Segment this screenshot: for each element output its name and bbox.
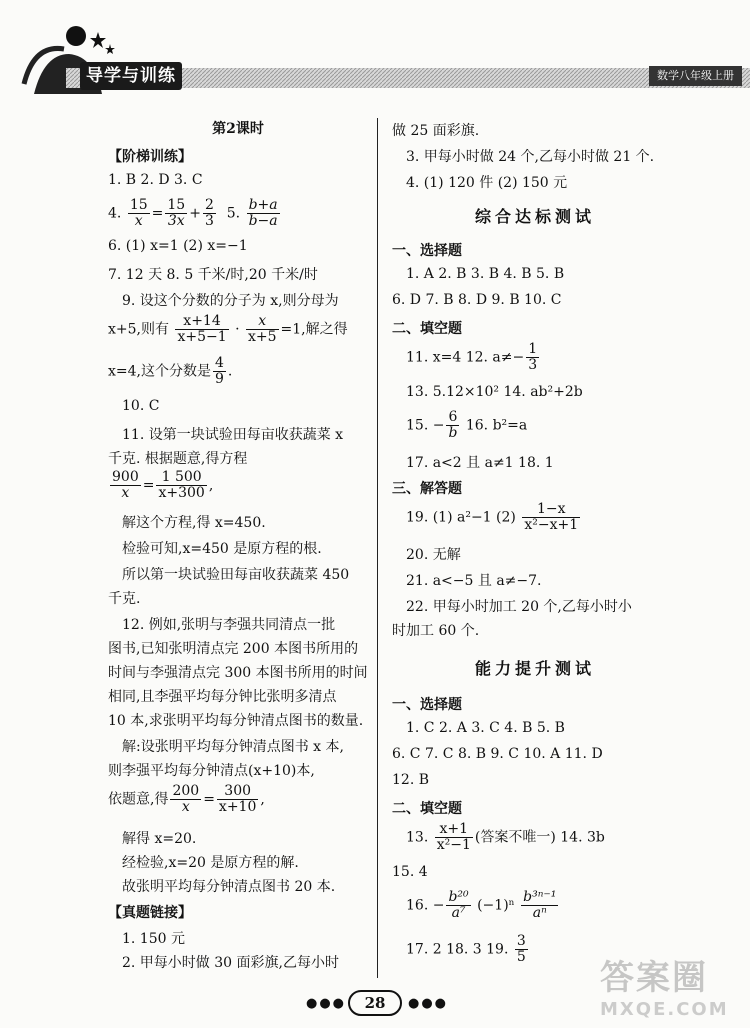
answer-line: 20. 无解	[406, 547, 461, 563]
answer-line: 2. 甲每小时做 30 面彩旗,乙每小时	[122, 955, 339, 971]
answer-line-11-equation: $\frac{900}{x}$ = $\frac{1 500}{x+300}$ ,	[112, 469, 214, 501]
answer-line-9-equation: x+5,则有 $\frac{x+14}{x+5-1}$ · $\frac{x}{x+5}$ =1,解之得	[108, 313, 348, 345]
column-divider	[377, 118, 378, 978]
watermark-logo: 答案圈 MXQE.COM	[600, 958, 729, 1020]
section-ladder-training: 【阶梯训练】	[108, 149, 192, 165]
subsection-fill-in: 二、填空题	[392, 321, 462, 337]
page-number: 28	[348, 990, 402, 1016]
section-title-ability-test: 能力提升测试	[474, 659, 595, 678]
answer-line: 千克. 根据题意,得方程	[108, 451, 248, 467]
answer-line: 7. 12 天 8. 5 千米/时,20 千米/时	[108, 267, 318, 283]
answer-line-11-12: 11. x=4 12. a≠− $\frac{1}{3}$	[406, 341, 538, 373]
answer-line: 12. 例如,张明与李强共同清点一批	[122, 617, 336, 633]
answer-line: 3. 甲每小时做 24 个,乙每小时做 21 个.	[406, 149, 655, 165]
answer-line-15-16: 15. − $\frac{6}{b}$ 16. b²=a	[406, 409, 528, 441]
answer-line: 13. 5.12×10² 14. ab²+2b	[406, 384, 583, 400]
answer-line: 21. a<−5 且 a≠−7.	[406, 573, 542, 589]
answer-line: 所以第一块试验田每亩收获蔬菜 450	[122, 567, 350, 583]
subsection-choice: 一、选择题	[392, 697, 462, 713]
answer-line: 做 25 面彩旗.	[392, 123, 480, 139]
answer-line: 1. B 2. D 3. C	[108, 172, 203, 188]
section-title-comprehensive-test: 综合达标测试	[474, 207, 595, 226]
answer-line: 17. a<2 且 a≠1 18. 1	[406, 455, 554, 471]
subsection-choice: 一、选择题	[392, 243, 462, 259]
answer-line: 22. 甲每小时加工 20 个,乙每小时小	[406, 599, 632, 615]
answer-line: 解得 x=20.	[122, 831, 197, 847]
answer-line-13-14: 13. $\frac{x+1}{\text{x²−1}}$ (答案不唯一) 14. 3b	[406, 821, 605, 853]
answer-line-12-equation: 依题意,得 $\frac{200}{x}$ = $\frac{300}{x+10}$ ,	[108, 783, 265, 815]
page-header	[0, 0, 750, 110]
answer-line: 解:设张明平均每分钟清点图书 x 本,	[122, 739, 344, 755]
answer-line: 相同,且李强平均每分钟比张明多清点	[108, 689, 337, 705]
answer-line: 则李强平均每分钟清点(x+10)本,	[108, 763, 315, 779]
answer-line: 图书,已知张明清点完 200 本图书所用的	[108, 641, 359, 657]
answer-line: 千克.	[108, 591, 141, 607]
answer-line: 解这个方程,得 x=450.	[122, 515, 266, 531]
subsection-fill-in: 二、填空题	[392, 801, 462, 817]
page-number-decoration-left: ●●●	[306, 996, 347, 1011]
answer-line: 12. B	[392, 772, 430, 788]
answer-line-4-5: 4. $\frac{15}{x}$ = $\frac{15}{3x}$ + $\frac{2}{3}$ 5. $\frac{b+a}{b-a}$	[108, 197, 278, 229]
answer-line: 故张明平均每分钟清点图书 20 本.	[122, 879, 336, 895]
answer-line: 6. D 7. B 8. D 9. B 10. C	[392, 292, 562, 308]
answer-line-9-result: x=4,这个分数是 $\frac{4}{9}$ .	[108, 355, 233, 387]
answer-line: 1. A 2. B 3. B 4. B 5. B	[406, 266, 565, 282]
answer-line: 6. (1) x=1 (2) x=−1	[108, 238, 248, 254]
answer-line: 时间与李强清点完 300 本图书所用的时间	[108, 665, 368, 681]
answer-line: 时加工 60 个.	[392, 623, 480, 639]
brand-title: 导学与训练	[80, 62, 182, 90]
subject-label: 数学八年级上册	[649, 66, 742, 86]
answer-line: 1. 150 元	[122, 931, 185, 947]
answer-line: 4. (1) 120 件 (2) 150 元	[406, 175, 568, 191]
answer-line: 11. 设第一块试验田每亩收获蔬菜 x	[122, 427, 344, 443]
answer-line: 9. 设这个分数的分子为 x,则分母为	[122, 293, 339, 309]
answer-line: 检验可知,x=450 是原方程的根.	[122, 541, 322, 557]
answer-line: 10 本,求张明平均每分钟清点图书的数量.	[108, 713, 364, 729]
section-real-exam-link: 【真题链接】	[108, 905, 192, 921]
subsection-solution: 三、解答题	[392, 481, 462, 497]
answer-line-16: 16. − $\frac{\text{b²⁰}}{\text{a⁷}}$ (−1)ⁿ $\frac{\text{b³ⁿ⁻¹}}{\text{aⁿ}}$	[406, 889, 557, 921]
answer-line: 1. C 2. A 3. C 4. B 5. B	[406, 720, 565, 736]
page-number-decoration-right: ●●●	[408, 996, 449, 1011]
lesson-title: 第2课时	[212, 121, 264, 137]
answer-line: 6. C 7. C 8. B 9. C 10. A 11. D	[392, 746, 603, 762]
answer-line: 15. 4	[392, 864, 428, 880]
answer-line-17-19: 17. 2 18. 3 19. $\frac{3}{5}$	[406, 933, 526, 965]
answer-line: 经检验,x=20 是原方程的解.	[122, 855, 299, 871]
answer-line-19: 19. (1) a²−1 (2) $\frac{1-x}{\text{x²−x+1}}$	[406, 501, 579, 533]
answer-line: 10. C	[122, 398, 160, 414]
